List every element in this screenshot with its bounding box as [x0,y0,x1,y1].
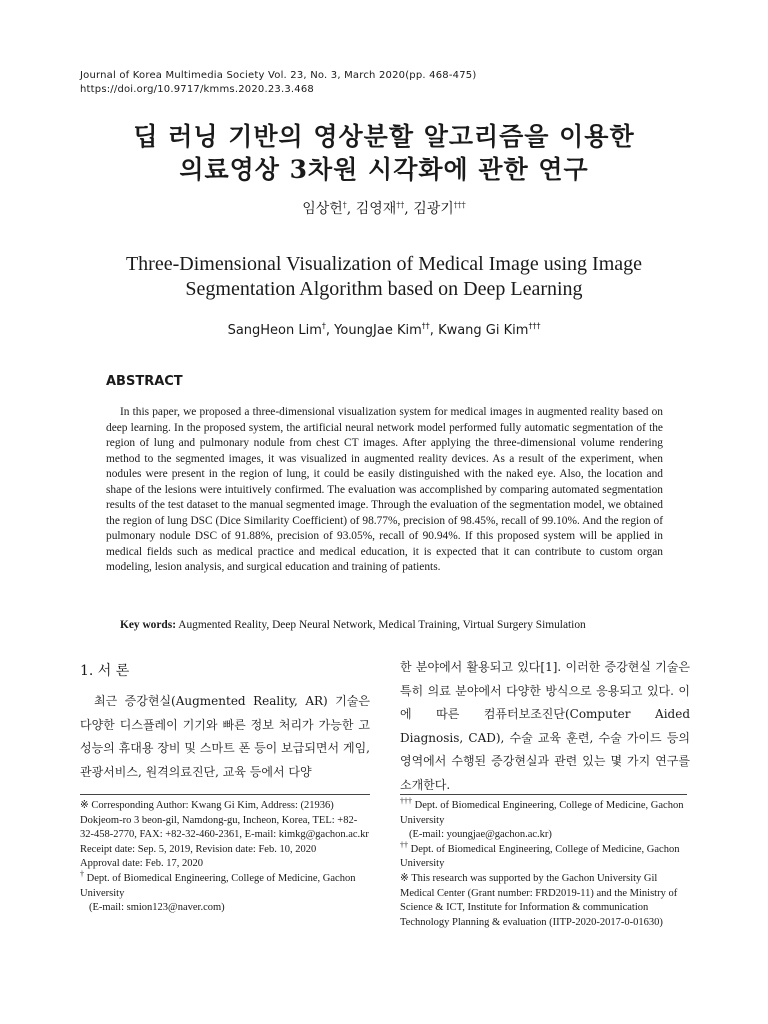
author-mark: †† [396,200,405,210]
footnote-divider-left [80,794,370,795]
affiliation-2 [400,840,688,872]
title-korean-line-1: 딥 러닝 기반의 영상분할 알고리즘을 이용한 [133,122,635,151]
author-name: 임상헌 [302,201,343,217]
author-name: YoungJae Kim [334,323,422,338]
title-english-line-1: Three-Dimensional Visualization of Medical Image using Image [125,253,643,275]
title-korean-line-2: 의료영상 3차원 시각화에 관한 연구 [179,155,589,184]
affiliation-3-email: (E-mail: youngjae@gachon.ac.kr) [409,829,552,841]
author-name: 김영재 [355,201,397,217]
authors-korean: 임상헌†, 김영재††, 김광기††† [302,200,466,217]
affiliation-1-email: (E-mail: smion123@naver.com) [89,902,225,914]
affiliation-mark: † [80,869,84,879]
footnote-divider-right [400,794,687,795]
author-name: SangHeon Lim [227,323,322,338]
author-mark: †† [421,321,430,331]
affiliation-text: Dept. of Biomedical Engineering, College of Medicine, Gachon University [400,843,680,870]
body-text-right-column: 한 분야에서 활용되고 있다[1]. 이러한 증강현실 기술은 특히 의료 분야에서 다양한 방식으로 응용되고 있다. 이에 따른 컴퓨터보조진단(Computer Aided Diagnosis, CAD), 수술 교육 훈련, 수술 가이드 등의 영역에서 수행된 증강현실과 관련 있는 몇 가지 연구를 소개한다. [400,660,690,792]
affiliation-text: Dept. of Biomedical Engineering, College of Medicine, Gachon University [80,872,356,899]
author-name: 김광기 [413,201,454,217]
author-mark: ††† [453,200,466,210]
title-english-line-2: Segmentation Algorithm based on Deep Learning [185,278,583,300]
author-name: Kwang Gi Kim [438,323,529,338]
keywords-text: Augmented Reality, Deep Neural Network, Medical Training, Virtual Surgery Simulation [178,619,586,631]
author-mark: ††† [528,321,541,331]
journal-citation: Journal of Korea Multimedia Society Vol. 23, No. 3, March 2020(pp. 468-475) [80,70,477,81]
approval-date: Approval date: Feb. 17, 2020 [80,858,204,870]
abstract-heading: ABSTRACT [106,374,183,389]
section-heading: 1. 서 론 [80,663,130,679]
abstract-body: In this paper, we proposed a three-dimensional visualization system for medical images in augmented reality based on deep learning. In the proposed system, the artificial neural network model performed fully automatic segmentation of the region of lung and pulmonary nodule from chest CT images. After applying the three-dimensional volume rendering method to the segmented images, it was visualized in augmented reality devices. As a result of the experiment, when nodules were present in the region of lung, it could be easily distinguished with the naked eye. Also, the location and shape of the lesions were intuitively confirmed. The evaluation was accomplished by comparing automated segmentation results of the test dataset to the manual segmented image. Through the evaluation of the segmentation model, we obtained the region of lung DSC (Dice Similarity Coefficient) of 98.77%, precision of 98.45%, recall of 99.10%. And the region of pulmonary nodule DSC of 91.88%, precision of 93.05%, recall of 90.94%. If this proposed system will be applied in medical fields such as medical practice and medical education, it is expected that it can contribute to custom organ modeling, lesion analysis, and surgical education and training of patients. [106,406,663,573]
author-mark: † [321,321,326,331]
body-text-left-column: 최근 증강현실(Augmented Reality, AR) 기술은 다양한 디스플레이 기기와 빠른 정보 처리가 가능한 고성능의 휴대용 장비 및 스마트 폰 등이 보급되면서 게임, 관광서비스, 원격의료진단, 교육 등에서 다양 [80,694,370,779]
doi-link[interactable]: https://doi.org/10.9717/kmms.2020.23.3.468 [80,84,314,95]
affiliation-mark: †† [400,840,408,850]
funding-note: ※ This research was supported by the Gachon University Gil Medical Center (Grant number: FRD2019-11) and the Ministry of Science & ICT, Institute for Information & communication Technology Planning & evaluation (IITP-2020-2017-0-01630) [400,872,678,928]
authors-english: SangHeon Lim†, YoungJae Kim††, Kwang Gi Kim††† [227,321,541,338]
footnotes-left [80,799,370,916]
keywords-label: Key words: [120,619,176,631]
footnotes-right [400,796,688,930]
affiliation-mark: ††† [400,796,412,806]
author-mark: † [342,200,347,210]
keywords [120,619,665,631]
affiliation-1 [80,869,370,901]
receipt-date: Receipt date: Sep. 5, 2019, Revision date: Feb. 10, 2020 [80,843,317,855]
corresponding-author-note: ※ Corresponding Author: Kwang Gi Kim, Address: (21936) Dokjeom-ro 3 beon-gil, Namdong-gu, Incheon, Korea, TEL: +82-32-458-2770, FAX: +82-32-460-2361, E-mail: kimkg@gachon.ac.kr [80,800,369,841]
affiliation-text: Dept. of Biomedical Engineering, College of Medicine, Gachon University [400,800,684,826]
affiliation-3 [400,796,688,828]
